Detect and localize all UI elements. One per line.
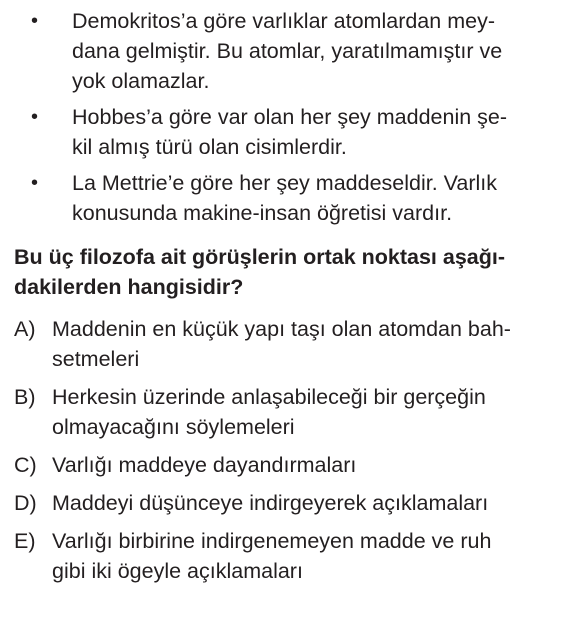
premise-line: Hobbes’a göre var olan her şey maddenin şe- (72, 105, 508, 129)
question-stem (14, 242, 563, 302)
option-line: gibi iki ögeyle açıklamaları (52, 559, 303, 583)
option-line: Maddeyi düşünceye indirgeyerek açıklamaları (52, 491, 489, 515)
option-letter: C) (14, 453, 37, 477)
option-a[interactable] (14, 314, 563, 374)
question-line: dakilerden hangisidir? (14, 275, 244, 299)
premise-text (72, 6, 563, 96)
option-e[interactable] (14, 526, 563, 586)
option-text (52, 526, 563, 586)
bullet-icon: • (31, 172, 39, 194)
bullet-icon: • (31, 10, 39, 32)
option-letter: D) (14, 491, 37, 515)
question-line: Bu üç filozofa ait görüşlerin ortak noktası aşağı- (14, 245, 506, 269)
option-letter: A) (14, 317, 36, 341)
premise-text (72, 102, 563, 162)
option-text (52, 382, 563, 442)
premise-line: kil almış türü olan cisimlerdir. (72, 135, 347, 159)
option-line: Varlığı birbirine indirgenemeyen madde ve ruh (52, 529, 492, 553)
option-c[interactable] (14, 450, 563, 480)
premise-line: konusunda makine-insan öğretisi vardır. (72, 201, 453, 225)
option-line: Maddenin en küçük yapı taşı olan atomdan bah- (52, 317, 511, 341)
premise-line: yok olamazlar. (72, 69, 210, 93)
option-letter: B) (14, 385, 36, 409)
answer-options (14, 314, 563, 586)
premise-text (72, 168, 563, 228)
bullet-icon: • (31, 106, 39, 128)
premise-item-la-mettrie (14, 168, 563, 228)
option-d[interactable] (14, 488, 563, 518)
option-letter: E) (14, 529, 36, 553)
premise-list (14, 6, 563, 228)
option-text (52, 314, 563, 374)
premise-line: dana gelmiştir. Bu atomlar, yaratılmamıştır ve (72, 39, 503, 63)
option-line: setmeleri (52, 347, 140, 371)
option-b[interactable] (14, 382, 563, 442)
option-line: Varlığı maddeye dayandırmaları (52, 453, 357, 477)
option-text (52, 450, 563, 480)
option-line: Herkesin üzerinde anlaşabileceği bir gerçeğin (52, 385, 486, 409)
premise-item-democritus (14, 6, 563, 96)
option-line: olmayacağını söylemeleri (52, 415, 295, 439)
premise-line: Demokritos’a göre varlıklar atomlardan mey- (72, 9, 495, 33)
option-text (52, 488, 563, 518)
premise-line: La Mettrie’e göre her şey maddeseldir. Varlık (72, 171, 498, 195)
premise-item-hobbes (14, 102, 563, 162)
